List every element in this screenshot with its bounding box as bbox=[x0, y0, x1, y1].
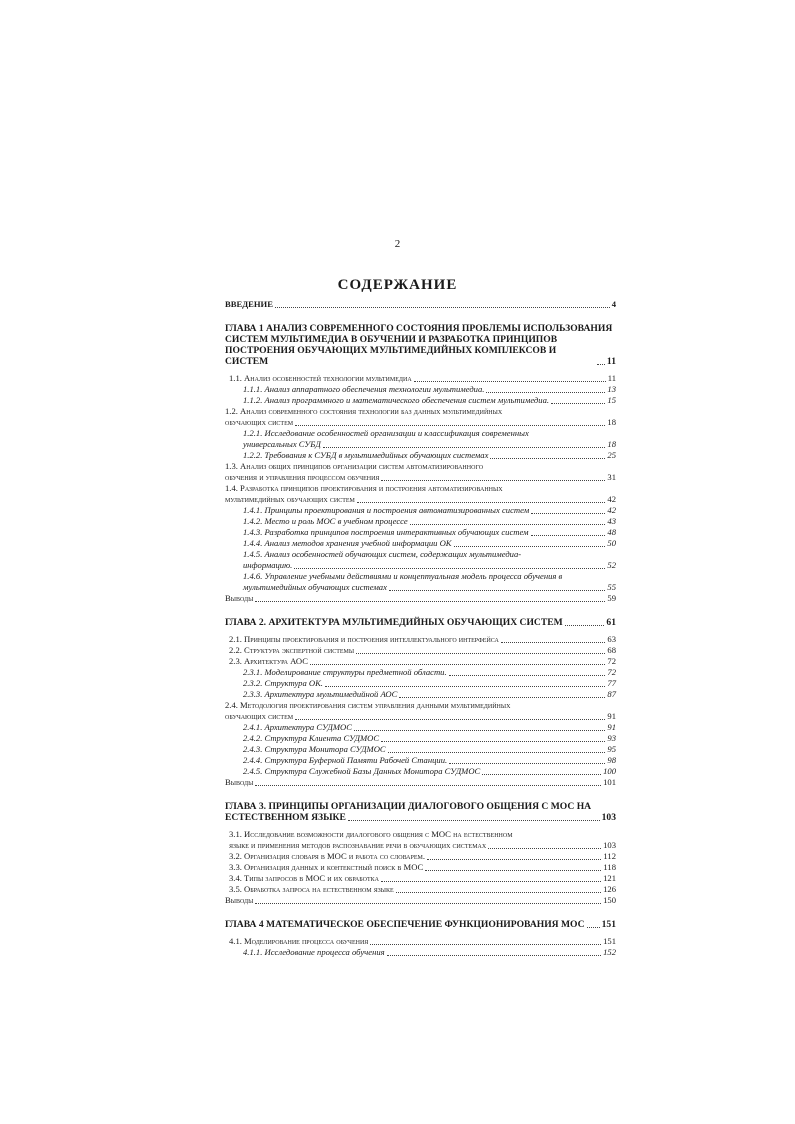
dot-leader bbox=[295, 425, 605, 426]
toc-entry-2-2[interactable] bbox=[225, 645, 616, 656]
table-of-contents bbox=[225, 299, 616, 958]
toc-page-number: 103 bbox=[603, 840, 616, 850]
toc-entry-2-4[interactable] bbox=[225, 700, 616, 722]
toc-label: 1.4.5. Анализ особенностей обучающих систем, содержащих мультимедиа- bbox=[243, 549, 522, 559]
dot-leader bbox=[531, 513, 605, 514]
dot-leader bbox=[323, 447, 606, 448]
toc-entry-conclusions-1[interactable] bbox=[225, 593, 616, 604]
toc-page-number: 72 bbox=[607, 656, 616, 666]
toc-label: ПОСТРОЕНИЯ ОБУЧАЮЩИХ МУЛЬТИМЕДИЙНЫХ КОМПЛЕКСОВ И СИСТЕМ bbox=[225, 345, 557, 367]
toc-page-number: 42 bbox=[607, 505, 616, 515]
toc-label: 1.4.2. Место и роль МОС в учебном процессе bbox=[243, 516, 408, 526]
toc-label: 2.2. Структура экспертной системы bbox=[229, 645, 355, 655]
dot-leader bbox=[388, 752, 606, 753]
dot-leader bbox=[531, 535, 606, 536]
dot-leader bbox=[255, 785, 601, 786]
toc-label: 1.2.1. Исследование особенностей организации и классификация современных bbox=[243, 428, 529, 438]
toc-label: 4.1.1. Исследование процесса обучения bbox=[243, 947, 385, 957]
toc-page-number: 61 bbox=[606, 617, 616, 628]
toc-page-number: 59 bbox=[607, 593, 616, 603]
toc-label: 2.4.5. Структура Служебной Базы Данных Монитора СУДМОС bbox=[243, 766, 481, 776]
dot-leader bbox=[370, 944, 601, 945]
dot-leader bbox=[399, 697, 605, 698]
dot-leader bbox=[482, 774, 601, 775]
dot-leader bbox=[449, 763, 605, 764]
dot-leader bbox=[381, 480, 605, 481]
toc-chapter-2[interactable] bbox=[225, 617, 616, 628]
toc-label: 2.4.3. Структура Монитора СУДМОС bbox=[243, 744, 386, 754]
toc-label: 1.4. Разработка принципов проектирования и построения автоматизированных bbox=[225, 483, 503, 493]
toc-page-number: 112 bbox=[603, 851, 616, 861]
toc-label: ЕСТЕСТВЕННОМ ЯЗЫКЕ bbox=[225, 812, 346, 823]
toc-label: 1.4.1. Принципы проектирования и построения автоматизированных систем bbox=[243, 505, 530, 515]
dot-leader bbox=[551, 403, 605, 404]
toc-label: 2.4. Методология проектирования систем управления данными мультимедийных bbox=[225, 700, 511, 710]
toc-page-number: 55 bbox=[607, 582, 616, 592]
dot-leader bbox=[294, 568, 605, 569]
toc-label: 2.3. Архитектура АОС bbox=[229, 656, 308, 666]
dot-leader bbox=[587, 927, 600, 928]
toc-entry-1-1-1[interactable] bbox=[225, 384, 616, 395]
toc-entry-1-4[interactable] bbox=[225, 483, 616, 505]
toc-entry-1-2-2[interactable] bbox=[225, 450, 616, 461]
toc-entry-1-3[interactable] bbox=[225, 461, 616, 483]
toc-label: 1.4.3. Разработка принципов построения интерактивных обучающих систем bbox=[243, 527, 529, 537]
toc-label: универсальных СУБД bbox=[243, 439, 321, 449]
dot-leader bbox=[381, 741, 605, 742]
toc-label: ГЛАВА 3. ПРИНЦИПЫ ОРГАНИЗАЦИИ ДИАЛОГОВОГО ОБЩЕНИЯ С МОС НА bbox=[225, 801, 592, 812]
dot-leader bbox=[387, 955, 601, 956]
toc-page-number: 50 bbox=[607, 538, 616, 548]
toc-label: ГЛАВА 1 АНАЛИЗ СОВРЕМЕННОГО СОСТОЯНИЯ ПРОБЛЕМЫ ИСПОЛЬЗОВАНИЯ bbox=[225, 323, 613, 334]
toc-entry-2-3-2[interactable] bbox=[225, 678, 616, 689]
toc-label: 1.1.2. Анализ программного и математического обеспечения систем мультимедиа. bbox=[243, 395, 550, 405]
toc-entry-3-2[interactable] bbox=[225, 851, 616, 862]
toc-label: 2.4.4. Структура Буферной Памяти Рабочей Станции. bbox=[243, 755, 448, 765]
toc-page-number: 11 bbox=[606, 356, 616, 367]
dot-leader bbox=[389, 590, 605, 591]
toc-entry-1-4-6[interactable] bbox=[225, 571, 616, 593]
dot-leader bbox=[275, 307, 610, 308]
dot-leader bbox=[414, 381, 606, 382]
toc-label: 1.3. Анализ общих принципов организации систем автоматизированного bbox=[225, 461, 484, 471]
dot-leader bbox=[427, 859, 601, 860]
toc-label: Выводы bbox=[225, 777, 254, 787]
toc-label: ГЛАВА 4 МАТЕМАТИЧЕСКОЕ ОБЕСПЕЧЕНИЕ ФУНКЦИОНИРОВАНИЯ МОС bbox=[225, 919, 585, 930]
toc-page-number: 103 bbox=[601, 812, 616, 823]
dot-leader bbox=[325, 686, 605, 687]
toc-label: Выводы bbox=[225, 593, 254, 603]
toc-chapter-3[interactable] bbox=[225, 801, 616, 823]
toc-entry-4-1-1[interactable] bbox=[225, 947, 616, 958]
toc-entry-2-4-2[interactable] bbox=[225, 733, 616, 744]
toc-entry-2-4-4[interactable] bbox=[225, 755, 616, 766]
toc-entry-conclusions-2[interactable] bbox=[225, 777, 616, 788]
toc-page-number: 48 bbox=[607, 527, 616, 537]
toc-label: языке и применения методов распознавание речи в обучающих системах bbox=[229, 840, 487, 850]
toc-page-number: 77 bbox=[607, 678, 616, 688]
dot-leader bbox=[490, 458, 605, 459]
toc-label: обучающих систем bbox=[225, 711, 294, 721]
toc-label: обучения и управления процессом обучения bbox=[225, 472, 380, 482]
dot-leader bbox=[449, 675, 606, 676]
toc-page-number: 121 bbox=[603, 873, 616, 883]
toc-page-number: 63 bbox=[607, 634, 616, 644]
toc-entry-1-4-3[interactable] bbox=[225, 527, 616, 538]
toc-entry-1-1-2[interactable] bbox=[225, 395, 616, 406]
dot-leader bbox=[310, 664, 605, 665]
dot-leader bbox=[356, 653, 605, 654]
toc-entry-2-3-3[interactable] bbox=[225, 689, 616, 700]
toc-label: 1.1. Анализ особенностей технологии мультимедиа bbox=[229, 373, 412, 383]
toc-page-number: 150 bbox=[603, 895, 616, 905]
toc-label: 2.1. Принципы проектирования и построения интеллектуального интерфейса bbox=[229, 634, 499, 644]
toc-chapter-4[interactable] bbox=[225, 919, 616, 930]
toc-label: 3.3. Организация данных и контекстный поиск в МОС bbox=[229, 862, 424, 872]
toc-page-number: 101 bbox=[603, 777, 616, 787]
dot-leader bbox=[501, 642, 606, 643]
dot-leader bbox=[381, 881, 601, 882]
toc-page-number: 151 bbox=[601, 919, 616, 930]
toc-page-number: 87 bbox=[607, 689, 616, 699]
toc-page-number: 91 bbox=[607, 722, 616, 732]
toc-entry-1-2[interactable] bbox=[225, 406, 616, 428]
toc-entry-2-3[interactable] bbox=[225, 656, 616, 667]
dot-leader bbox=[255, 903, 601, 904]
toc-page-number: 18 bbox=[607, 439, 616, 449]
toc-label: СИСТЕМ МУЛЬТИМЕДИА В ОБУЧЕНИИ И РАЗРАБОТКА ПРИНЦИПОВ bbox=[225, 334, 558, 345]
toc-page-number: 151 bbox=[603, 936, 616, 946]
dot-leader bbox=[348, 820, 600, 821]
toc-label: мультимедийных обучающих систем bbox=[225, 494, 355, 504]
toc-page-number: 15 bbox=[607, 395, 616, 405]
toc-entry-intro[interactable] bbox=[225, 299, 616, 310]
toc-label: 4.1. Моделирование процесса обучения bbox=[229, 936, 369, 946]
toc-entry-1-2-1[interactable] bbox=[225, 428, 616, 450]
dot-leader bbox=[396, 892, 601, 893]
toc-label: 2.3.2. Структура ОК. bbox=[243, 678, 323, 688]
toc-label: 3.5. Обработка запроса на естественном языке bbox=[229, 884, 394, 894]
toc-entry-1-4-2[interactable] bbox=[225, 516, 616, 527]
toc-page-number: 11 bbox=[607, 373, 616, 383]
dot-leader bbox=[354, 730, 605, 731]
toc-entry-2-4-5[interactable] bbox=[225, 766, 616, 777]
toc-entry-1-4-4[interactable] bbox=[225, 538, 616, 549]
dot-leader bbox=[486, 392, 605, 393]
toc-entry-conclusions-3[interactable] bbox=[225, 895, 616, 906]
toc-page-number: 68 bbox=[607, 645, 616, 655]
toc-label: 1.4.6. Управление учебными действиями и концептуальная модель процесса обучения в bbox=[243, 571, 563, 581]
dot-leader bbox=[565, 625, 605, 626]
toc-label: 2.3.1. Моделирование структуры предметной области. bbox=[243, 667, 447, 677]
dot-leader bbox=[597, 364, 605, 365]
toc-page-number: 126 bbox=[603, 884, 616, 894]
dot-leader bbox=[295, 719, 605, 720]
toc-page-number: 13 bbox=[607, 384, 616, 394]
toc-page-number: 93 bbox=[607, 733, 616, 743]
toc-entry-2-4-3[interactable] bbox=[225, 744, 616, 755]
toc-label: 2.3.3. Архитектура мультимедийной АОС bbox=[243, 689, 398, 699]
toc-page-number: 25 bbox=[607, 450, 616, 460]
toc-entry-3-5[interactable] bbox=[225, 884, 616, 895]
toc-entry-3-4[interactable] bbox=[225, 873, 616, 884]
toc-entry-4-1[interactable] bbox=[225, 936, 616, 947]
toc-label: 1.1.1. Анализ аппаратного обеспечения технологии мультимедиа. bbox=[243, 384, 485, 394]
dot-leader bbox=[255, 601, 605, 602]
toc-label: обучающих систем bbox=[225, 417, 294, 427]
toc-entry-1-4-5[interactable] bbox=[225, 549, 616, 571]
dot-leader bbox=[454, 546, 606, 547]
toc-label: Выводы bbox=[225, 895, 254, 905]
toc-entry-3-1[interactable] bbox=[225, 829, 616, 851]
toc-label: 3.1. Исследование возможности диалогового общения с МОС на естественном bbox=[229, 829, 513, 839]
toc-page-number: 91 bbox=[607, 711, 616, 721]
toc-entry-2-3-1[interactable] bbox=[225, 667, 616, 678]
toc-entry-1-4-1[interactable] bbox=[225, 505, 616, 516]
toc-page-number: 152 bbox=[603, 947, 616, 957]
toc-label: 2.4.2. Структура Клиента СУДМОС bbox=[243, 733, 380, 743]
toc-label: ГЛАВА 2. АРХИТЕКТУРА МУЛЬТИМЕДИЙНЫХ ОБУЧАЮЩИХ СИСТЕМ bbox=[225, 617, 563, 628]
toc-entry-2-1[interactable] bbox=[225, 634, 616, 645]
toc-entry-3-3[interactable] bbox=[225, 862, 616, 873]
toc-page-number: 118 bbox=[603, 862, 616, 872]
toc-label: мультимедийных обучающих системах bbox=[243, 582, 387, 592]
dot-leader bbox=[410, 524, 606, 525]
toc-page-number: 52 bbox=[607, 560, 616, 570]
page-number: 2 bbox=[394, 238, 401, 250]
toc-page-number: 31 bbox=[607, 472, 616, 482]
toc-chapter-1[interactable] bbox=[225, 323, 616, 367]
dot-leader bbox=[488, 848, 601, 849]
toc-page-number: 4 bbox=[611, 299, 616, 309]
toc-label: информацию. bbox=[243, 560, 293, 570]
toc-label: 1.4.4. Анализ методов хранения учебной информации ОК bbox=[243, 538, 452, 548]
toc-page-number: 72 bbox=[607, 667, 616, 677]
toc-label: ВВЕДЕНИЕ bbox=[225, 299, 273, 309]
toc-page-number: 43 bbox=[607, 516, 616, 526]
dot-leader bbox=[425, 870, 601, 871]
toc-page-number: 95 bbox=[607, 744, 616, 754]
dot-leader bbox=[357, 502, 606, 503]
toc-label: 3.4. Типы запросов в МОС и их обработка bbox=[229, 873, 380, 883]
toc-page-number: 100 bbox=[603, 766, 616, 776]
toc-entry-2-4-1[interactable] bbox=[225, 722, 616, 733]
toc-page-number: 98 bbox=[607, 755, 616, 765]
toc-label: 1.2.2. Требования к СУБД в мультимедийных обучающих системах bbox=[243, 450, 489, 460]
toc-entry-1-1[interactable] bbox=[225, 373, 616, 384]
toc-label: 3.2. Организация словаря в МОС и работа со словарем. bbox=[229, 851, 426, 861]
toc-page-number: 42 bbox=[607, 494, 616, 504]
toc-label: 1.2. Анализ современного состояния технологии баз данных мультимедийных bbox=[225, 406, 503, 416]
toc-page-number: 18 bbox=[607, 417, 616, 427]
toc-label: 2.4.1. Архитектура СУДМОС bbox=[243, 722, 352, 732]
page-title: СОДЕРЖАНИЕ bbox=[337, 277, 458, 293]
